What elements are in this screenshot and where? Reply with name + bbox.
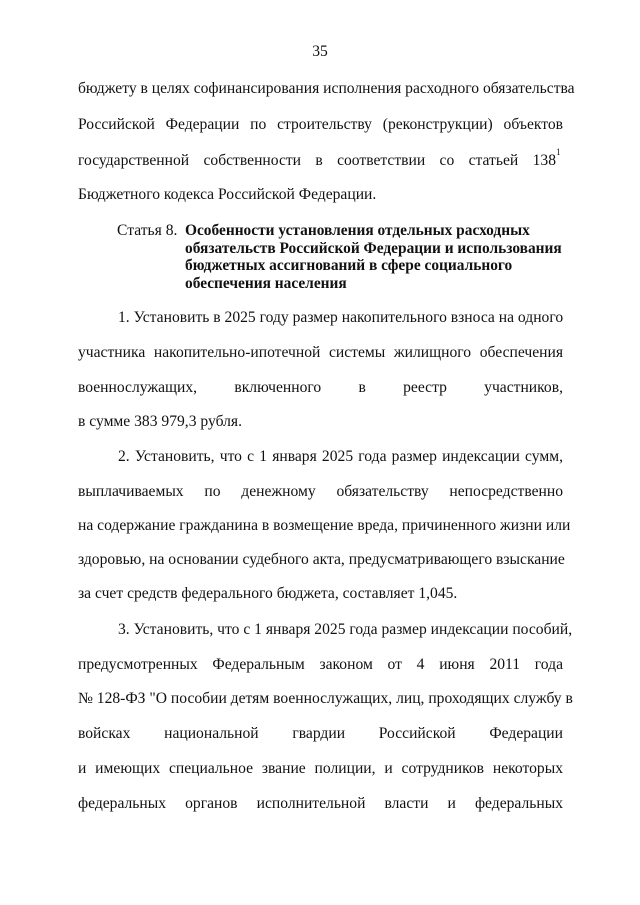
paragraph-2-line: выплачиваемых по денежному обязательству непосредственно xyxy=(78,483,563,500)
intro-line: бюджету в целях софинансирования исполнения расходного обязательства xyxy=(78,80,575,97)
article-title-line: обеспечения населения xyxy=(185,274,347,292)
paragraph-1-line: участника накопительно-ипотечной системы жилищного обеспечения xyxy=(78,344,563,361)
paragraph-2-line: здоровью, на основании судебного акта, предусматривающего взыскание xyxy=(78,551,565,568)
article-title-line: бюджетных ассигнований в сфере социального xyxy=(185,257,513,274)
article-label: Статья 8. xyxy=(117,222,178,239)
paragraph-1-line: 1. Установить в 2025 году размер накопительного взноса на одного xyxy=(118,309,564,326)
intro-line: Российской Федерации по строительству (реконструкции) объектов xyxy=(78,116,563,133)
intro-line: государственной собственности в соответствии со статьей 138 xyxy=(78,152,556,169)
paragraph-1-line: военнослужащих, включенного в реестр участников, xyxy=(78,379,563,396)
paragraph-3-line: 3. Установить, что с 1 января 2025 года размер индексации пособий, xyxy=(118,621,573,638)
paragraph-3-line: войсках национальной гвардии Российской Федерации xyxy=(78,725,563,742)
article-title-line: обязательств Российской Федерации и использования xyxy=(185,239,562,257)
paragraph-3-line: и имеющих специальное звание полиции, и сотрудников некоторых xyxy=(78,760,563,777)
page-number: 35 xyxy=(312,43,328,60)
intro-line: Бюджетного кодекса Российской Федерации. xyxy=(78,186,377,203)
paragraph-2-line: за счет средств федерального бюджета, составляет 1,045. xyxy=(78,585,458,602)
paragraph-2-line: 2. Установить, что с 1 января 2025 года размер индексации сумм, xyxy=(118,448,563,465)
paragraph-3-line: предусмотренных Федеральным законом от 4 июня 2011 года xyxy=(78,656,563,673)
footnote-superscript: 1 xyxy=(556,147,561,157)
paragraph-3-line: № 128-ФЗ "О пособии детям военнослужащих, лиц, проходящих службу в xyxy=(78,690,573,707)
paragraph-2-line: на содержание гражданина в возмещение вреда, причиненного жизни или xyxy=(78,517,571,534)
paragraph-1-line: в сумме 383 979,3 рубля. xyxy=(78,413,242,430)
article-title xyxy=(185,222,562,292)
paragraph-3-line: федеральных органов исполнительной власти и федеральных xyxy=(78,795,563,812)
article-title-line: Особенности установления отдельных расходных xyxy=(185,222,530,239)
